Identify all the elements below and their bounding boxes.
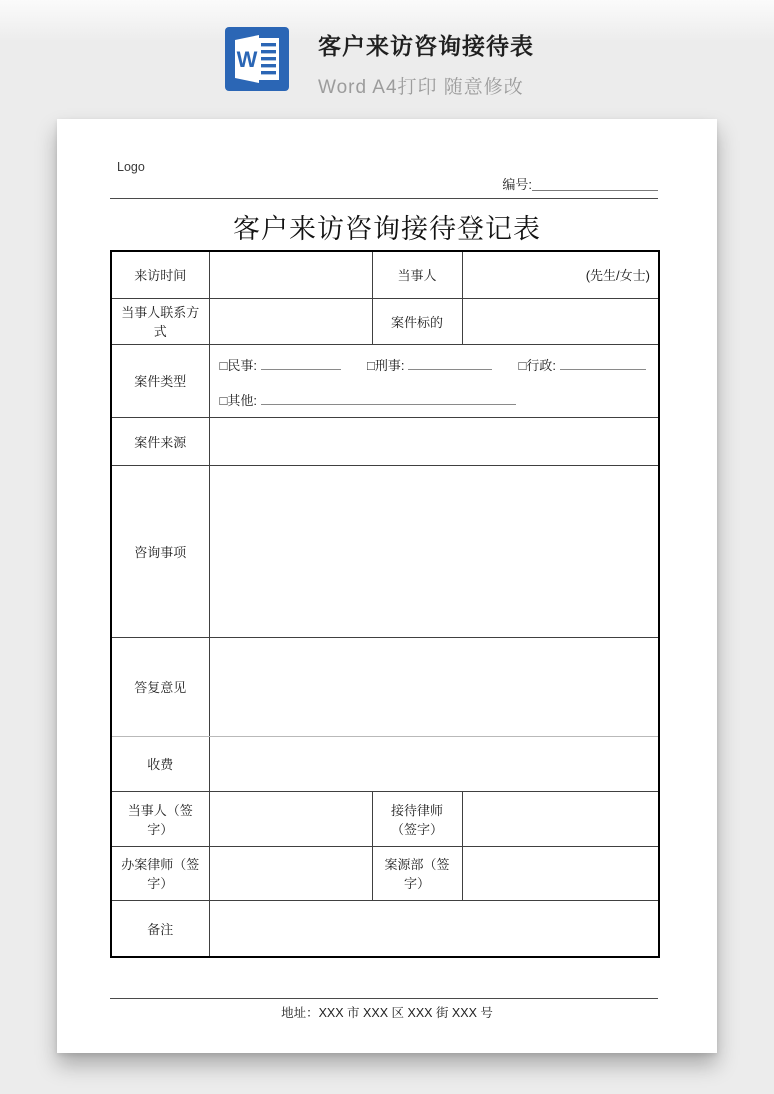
contact-label: 当事人联系方式: [111, 298, 209, 344]
case-type-value-cell: [209, 344, 659, 417]
other-blank[interactable]: [261, 392, 516, 405]
banner-subtitle: Word A4打印 随意修改: [318, 77, 524, 98]
case-subject-label: 案件标的: [372, 298, 462, 344]
party-sign-value-cell[interactable]: [209, 791, 372, 846]
header-divider: [110, 198, 658, 199]
party-label: 当事人: [372, 251, 462, 298]
checkbox-civil[interactable]: □民事:: [220, 355, 341, 374]
table-row-case-source: [111, 417, 659, 465]
doc-number-label: 编号:: [502, 177, 532, 192]
reply-opinion-label: 答复意见: [111, 637, 209, 736]
table-row-party-sign: [111, 791, 659, 846]
word-icon-letter: W: [236, 47, 258, 72]
footer-divider: [110, 998, 658, 999]
reception-lawyer-sign-label: 接待律师（签字）: [372, 791, 462, 846]
consult-matters-value-cell[interactable]: [209, 465, 659, 637]
remarks-label: 备注: [111, 900, 209, 957]
banner-title: 客户来访咨询接待表: [318, 33, 534, 59]
visit-time-value-cell[interactable]: [209, 251, 372, 298]
table-row-case-type: [111, 344, 659, 417]
party-hint: (先生/女士): [585, 268, 650, 284]
table-row-consult-matters: [111, 465, 659, 637]
case-subject-value-cell[interactable]: [462, 298, 659, 344]
consult-matters-label: 咨询事项: [111, 465, 209, 637]
logo-placeholder: Logo: [117, 160, 145, 174]
doc-number-blank[interactable]: [532, 178, 658, 191]
checkbox-administrative[interactable]: □行政:: [519, 355, 646, 374]
case-lawyer-sign-value-cell[interactable]: [209, 846, 372, 900]
fee-label: 收费: [111, 736, 209, 791]
case-lawyer-sign-label: 办案律师（签字）: [111, 846, 209, 900]
visit-time-label: 来访时间: [111, 251, 209, 298]
case-source-dept-sign-value-cell[interactable]: [462, 846, 659, 900]
doc-number-row: [502, 174, 658, 193]
civil-blank[interactable]: [261, 357, 341, 370]
remarks-value-cell[interactable]: [209, 900, 659, 957]
table-row-case-lawyer-sign: [111, 846, 659, 900]
criminal-blank[interactable]: [408, 357, 492, 370]
table-row-contact: [111, 298, 659, 344]
case-type-label: 案件类型: [111, 344, 209, 417]
checkbox-other[interactable]: □其他:: [220, 390, 516, 409]
reply-opinion-value-cell[interactable]: [209, 637, 659, 736]
administrative-blank[interactable]: [560, 357, 646, 370]
reception-lawyer-sign-value-cell[interactable]: [462, 791, 659, 846]
reception-form-table: [110, 250, 660, 958]
fee-value-cell[interactable]: [209, 736, 659, 791]
word-icon: [225, 27, 289, 91]
table-row-reply-opinion: [111, 637, 659, 736]
footer-address: 地址：XXX 市 XXX 区 XXX 街 XXX 号: [281, 1006, 493, 1020]
party-value-cell[interactable]: [462, 251, 659, 298]
document-page: [57, 119, 717, 1053]
case-source-dept-sign-label: 案源部（签字）: [372, 846, 462, 900]
table-row-fee: [111, 736, 659, 791]
document-title: 客户来访咨询接待登记表: [233, 214, 541, 244]
party-sign-label: 当事人（签字）: [111, 791, 209, 846]
table-row-visit-time: [111, 251, 659, 298]
case-source-value-cell[interactable]: [209, 417, 659, 465]
checkbox-criminal[interactable]: □刑事:: [367, 355, 492, 374]
contact-value-cell[interactable]: [209, 298, 372, 344]
preview-banner: [0, 0, 774, 108]
table-row-remarks: [111, 900, 659, 957]
case-source-label: 案件来源: [111, 417, 209, 465]
